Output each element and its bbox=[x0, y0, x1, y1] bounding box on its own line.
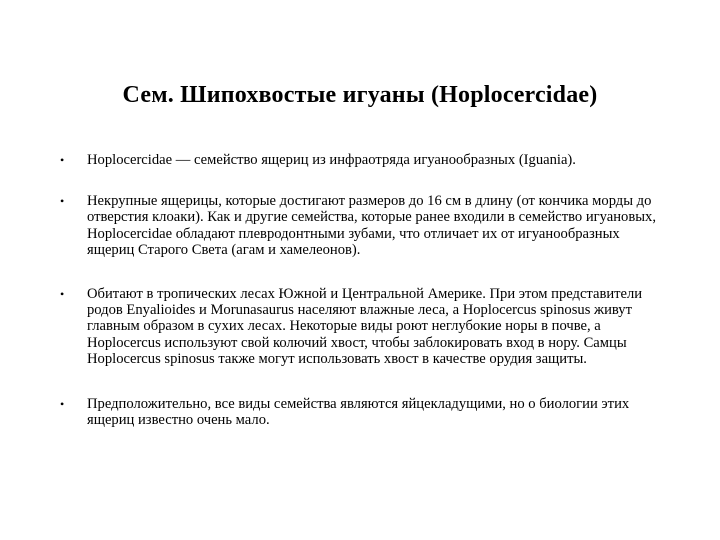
bullet-marker: • bbox=[60, 397, 65, 412]
bullet-text: Hoplocercidae — семейство ящериц из инфраотряда игуанообразных (Iguania). bbox=[87, 152, 576, 168]
bullet-marker: • bbox=[60, 194, 65, 209]
bullet-marker: • bbox=[60, 287, 65, 302]
bullet-item bbox=[60, 193, 660, 258]
bullet-item bbox=[60, 152, 660, 168]
bullet-item bbox=[60, 286, 660, 367]
bullet-item bbox=[60, 396, 660, 428]
slide-title: Сем. Шипохвостые игуаны (Hoplocercidae) bbox=[122, 82, 598, 108]
bullet-text: Предположительно, все виды семейства являются яйцекладущими, но о биологии этих ящериц известно очень мало. bbox=[87, 396, 630, 429]
bullet-list bbox=[60, 152, 660, 453]
bullet-text: Обитают в тропических лесах Южной и Центральной Америке. При этом представители родов Enyalioides и Morunasaurus населяют влажные леса, а Hoplocercus spinosus живут главным образом в сухих лесах. Некоторые виды роют неглубокие норы в почве, а Hoplocercus используют свой колючий хвост, чтобы заблокировать вход в нору. Самцы Hoplocercus spinosus также могут использовать хвост в качестве орудия защиты. bbox=[87, 286, 643, 367]
bullet-text: Некрупные ящерицы, которые достигают размеров до 16 см в длину (от кончика морды до отверстия клоаки). Как и другие семейства, которые ранее входили в семейство игуановых, Hoplocercidae обладают плевродонтными зубами, что отличает их от игуанообразных ящериц Старого Света (агам и хамелеонов). bbox=[87, 193, 656, 258]
bullet-marker: • bbox=[60, 153, 65, 167]
